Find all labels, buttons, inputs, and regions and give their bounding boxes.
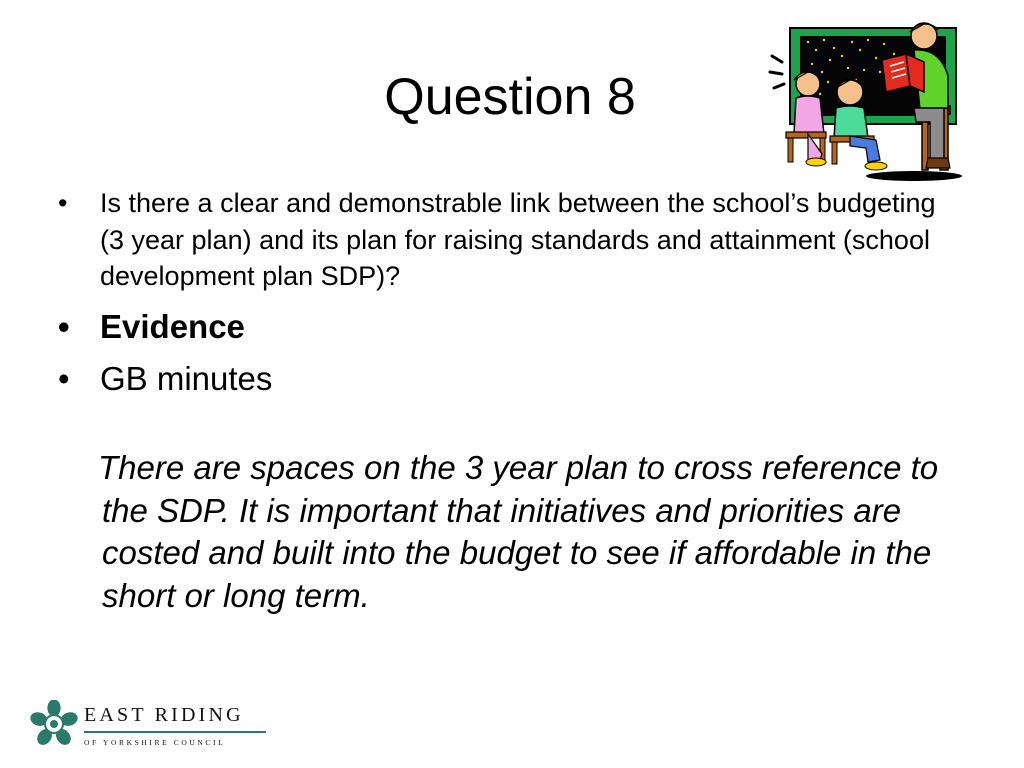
bullet-text: Is there a clear and demonstrable link between the school’s budgeting (3 year plan) and its plan for raising standards and attainment (school development plan SDP)? [100, 188, 936, 291]
bullet-text: GB minutes [100, 359, 273, 397]
bullet-list [58, 185, 948, 399]
bullet-marker: • [58, 188, 68, 218]
bullet-marker: • [58, 307, 70, 345]
bullet-marker: • [58, 359, 70, 397]
east-riding-logo [30, 700, 280, 756]
rose-emblem-icon [30, 700, 78, 748]
bullet-question [58, 185, 948, 295]
bullet-text: Evidence [100, 307, 245, 345]
logo-subtitle: OF YORKSHIRE COUNCIL [84, 738, 226, 747]
logo-name: EAST RIDING [84, 704, 244, 726]
teacher-reading-to-children-clipart [764, 10, 964, 186]
bullet-evidence [58, 307, 948, 347]
slide-title: Question 8 [384, 68, 636, 126]
bullet-gb-minutes [58, 359, 948, 399]
notes-paragraph: There are spaces on the 3 year plan to cross reference to the SDP. It is important that initiatives and priorities are costed and built into the budget to see if affordable in the short or long term. [98, 449, 939, 614]
logo-divider [84, 731, 266, 733]
